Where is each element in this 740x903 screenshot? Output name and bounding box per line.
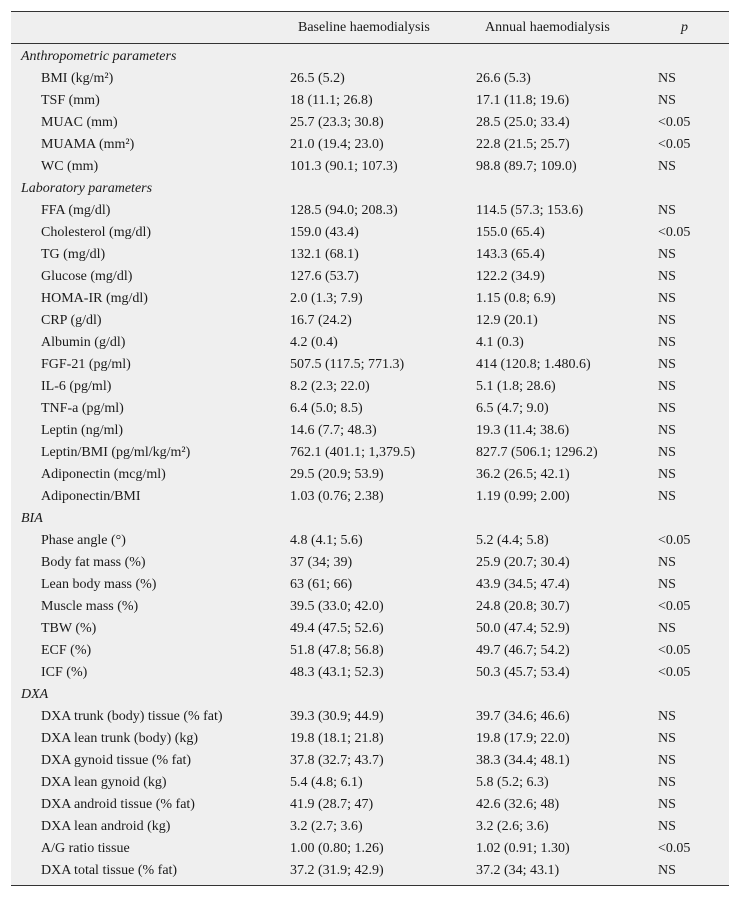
- p-value: NS: [658, 753, 676, 768]
- p-value: NS: [658, 621, 676, 636]
- row-label: FFA (mg/dl): [41, 203, 111, 218]
- annual-value: 827.7 (506.1; 1296.2): [476, 445, 598, 460]
- p-value: <0.05: [658, 137, 691, 152]
- baseline-value: 21.0 (19.4; 23.0): [290, 137, 384, 152]
- row-label: DXA lean gynoid (kg): [41, 775, 167, 790]
- table-row: [11, 376, 729, 398]
- table-row: [11, 156, 729, 178]
- p-value: NS: [658, 335, 676, 350]
- annual-value: 1.19 (0.99; 2.00): [476, 489, 570, 504]
- p-value: <0.05: [658, 533, 691, 548]
- annual-value: 43.9 (34.5; 47.4): [476, 577, 570, 592]
- table-row: [11, 134, 729, 156]
- baseline-value: 5.4 (4.8; 6.1): [290, 775, 363, 790]
- annual-value: 22.8 (21.5; 25.7): [476, 137, 570, 152]
- p-value: NS: [658, 709, 676, 724]
- annual-value: 19.3 (11.4; 38.6): [476, 423, 570, 438]
- section-title: BIA: [21, 511, 43, 526]
- table-row: [11, 354, 729, 376]
- table-row: [11, 288, 729, 310]
- baseline-value: 37.2 (31.9; 42.9): [290, 863, 384, 878]
- annual-value: 24.8 (20.8; 30.7): [476, 599, 570, 614]
- section-header: [11, 178, 729, 200]
- table-row: [11, 860, 729, 882]
- row-label: TBW (%): [41, 621, 97, 636]
- table-row: [11, 706, 729, 728]
- row-label: MUAMA (mm²): [41, 137, 135, 152]
- p-value: NS: [658, 819, 676, 834]
- annual-value: 19.8 (17.9; 22.0): [476, 731, 570, 746]
- table-row: [11, 574, 729, 596]
- annual-value: 42.6 (32.6; 48): [476, 797, 560, 812]
- annual-value: 26.6 (5.3): [476, 71, 531, 86]
- annual-value: 28.5 (25.0; 33.4): [476, 115, 570, 130]
- annual-value: 49.7 (46.7; 54.2): [476, 643, 570, 658]
- p-value: NS: [658, 775, 676, 790]
- row-label: ECF (%): [41, 643, 92, 658]
- p-value: <0.05: [658, 115, 691, 130]
- row-label: DXA lean android (kg): [41, 819, 171, 834]
- section-title: DXA: [21, 687, 49, 702]
- baseline-value: 101.3 (90.1; 107.3): [290, 159, 398, 174]
- annual-value: 39.7 (34.6; 46.6): [476, 709, 570, 724]
- p-value: NS: [658, 555, 676, 570]
- row-label: Body fat mass (%): [41, 555, 146, 570]
- baseline-value: 762.1 (401.1; 1,379.5): [290, 445, 416, 460]
- table-row: [11, 794, 729, 816]
- p-value: NS: [658, 71, 676, 86]
- baseline-value: 63 (61; 66): [290, 577, 353, 592]
- p-value: NS: [658, 731, 676, 746]
- annual-value: 5.1 (1.8; 28.6): [476, 379, 556, 394]
- baseline-value: 8.2 (2.3; 22.0): [290, 379, 370, 394]
- baseline-value: 159.0 (43.4): [290, 225, 359, 240]
- annual-value: 414 (120.8; 1.480.6): [476, 357, 591, 372]
- baseline-value: 19.8 (18.1; 21.8): [290, 731, 384, 746]
- annual-value: 5.8 (5.2; 6.3): [476, 775, 549, 790]
- row-label: DXA total tissue (% fat): [41, 863, 178, 878]
- annual-value: 5.2 (4.4; 5.8): [476, 533, 549, 548]
- p-value: <0.05: [658, 643, 691, 658]
- annual-value: 12.9 (20.1): [476, 313, 538, 328]
- row-label: DXA lean trunk (body) (kg): [41, 731, 199, 746]
- baseline-value: 4.2 (0.4): [290, 335, 338, 350]
- annual-value: 6.5 (4.7; 9.0): [476, 401, 549, 416]
- table-row: [11, 90, 729, 112]
- p-value: NS: [658, 269, 676, 284]
- p-value: NS: [658, 247, 676, 262]
- table-row: [11, 222, 729, 244]
- table-row: [11, 200, 729, 222]
- table-row: [11, 244, 729, 266]
- table-row: [11, 662, 729, 684]
- row-label: Lean body mass (%): [41, 577, 157, 592]
- row-label: TSF (mm): [41, 93, 100, 108]
- section-title: Anthropometric parameters: [21, 49, 177, 64]
- p-value: NS: [658, 203, 676, 218]
- p-value: NS: [658, 379, 676, 394]
- row-label: HOMA-IR (mg/dl): [41, 291, 148, 306]
- table-header: [11, 12, 729, 44]
- annual-value: 3.2 (2.6; 3.6): [476, 819, 549, 834]
- row-label: Leptin (ng/ml): [41, 423, 124, 438]
- baseline-value: 3.2 (2.7; 3.6): [290, 819, 363, 834]
- p-value: NS: [658, 577, 676, 592]
- row-label: DXA android tissue (% fat): [41, 797, 195, 812]
- p-value: NS: [658, 797, 676, 812]
- baseline-value: 51.8 (47.8; 56.8): [290, 643, 384, 658]
- baseline-value: 16.7 (24.2): [290, 313, 352, 328]
- annual-value: 50.3 (45.7; 53.4): [476, 665, 570, 680]
- row-label: IL-6 (pg/ml): [41, 379, 112, 394]
- baseline-value: 14.6 (7.7; 48.3): [290, 423, 377, 438]
- row-label: FGF-21 (pg/ml): [41, 357, 131, 372]
- row-label: A/G ratio tissue: [41, 841, 130, 856]
- p-value: NS: [658, 357, 676, 372]
- row-label: TNF-a (pg/ml): [41, 401, 124, 416]
- row-label: Muscle mass (%): [41, 599, 139, 614]
- p-value: NS: [658, 313, 676, 328]
- table-row: [11, 310, 729, 332]
- table-row: [11, 442, 729, 464]
- table-row: [11, 596, 729, 618]
- baseline-value: 18 (11.1; 26.8): [290, 93, 373, 108]
- baseline-value: 128.5 (94.0; 208.3): [290, 203, 398, 218]
- baseline-value: 6.4 (5.0; 8.5): [290, 401, 363, 416]
- table-row: [11, 728, 729, 750]
- annual-value: 122.2 (34.9): [476, 269, 545, 284]
- annual-value: 98.8 (89.7; 109.0): [476, 159, 577, 174]
- baseline-value: 2.0 (1.3; 7.9): [290, 291, 363, 306]
- baseline-value: 1.03 (0.76; 2.38): [290, 489, 384, 504]
- table-row: [11, 398, 729, 420]
- row-label: Albumin (g/dl): [41, 335, 126, 350]
- annual-value: 38.3 (34.4; 48.1): [476, 753, 570, 768]
- p-value: <0.05: [658, 599, 691, 614]
- annual-value: 143.3 (65.4): [476, 247, 545, 262]
- table-row: [11, 332, 729, 354]
- baseline-value: 132.1 (68.1): [290, 247, 359, 262]
- section-header: [11, 46, 729, 68]
- table-row: [11, 464, 729, 486]
- baseline-value: 29.5 (20.9; 53.9): [290, 467, 384, 482]
- table-row: [11, 420, 729, 442]
- baseline-value: 48.3 (43.1; 52.3): [290, 665, 384, 680]
- header-annual: Annual haemodialysis: [485, 20, 610, 35]
- row-label: Adiponectin (mcg/ml): [41, 467, 166, 482]
- row-label: Leptin/BMI (pg/ml/kg/m²): [41, 445, 191, 460]
- table-row: [11, 838, 729, 860]
- table-row: [11, 772, 729, 794]
- annual-value: 1.02 (0.91; 1.30): [476, 841, 570, 856]
- row-label: DXA gynoid tissue (% fat): [41, 753, 192, 768]
- section-title: Laboratory parameters: [21, 181, 153, 196]
- table-row: [11, 816, 729, 838]
- table-row: [11, 552, 729, 574]
- table-row: [11, 486, 729, 508]
- row-label: Cholesterol (mg/dl): [41, 225, 152, 240]
- annual-value: 50.0 (47.4; 52.9): [476, 621, 570, 636]
- table-row: [11, 112, 729, 134]
- p-value: <0.05: [658, 225, 691, 240]
- p-value: <0.05: [658, 841, 691, 856]
- baseline-value: 4.8 (4.1; 5.6): [290, 533, 363, 548]
- row-label: Phase angle (°): [41, 533, 126, 548]
- row-label: CRP (g/dl): [41, 313, 102, 328]
- row-label: Glucose (mg/dl): [41, 269, 133, 284]
- row-label: WC (mm): [41, 159, 99, 174]
- p-value: NS: [658, 401, 676, 416]
- table-row: [11, 68, 729, 90]
- annual-value: 114.5 (57.3; 153.6): [476, 203, 584, 218]
- p-value: NS: [658, 467, 676, 482]
- baseline-value: 37.8 (32.7; 43.7): [290, 753, 384, 768]
- table-body: [11, 46, 729, 882]
- baseline-value: 49.4 (47.5; 52.6): [290, 621, 384, 636]
- baseline-value: 41.9 (28.7; 47): [290, 797, 374, 812]
- p-value: NS: [658, 863, 676, 878]
- p-value: NS: [658, 93, 676, 108]
- table-row: [11, 530, 729, 552]
- annual-value: 37.2 (34; 43.1): [476, 863, 560, 878]
- row-label: TG (mg/dl): [41, 247, 106, 262]
- header-baseline: Baseline haemodialysis: [298, 20, 430, 35]
- baseline-value: 26.5 (5.2): [290, 71, 345, 86]
- p-value: NS: [658, 159, 676, 174]
- p-value: NS: [658, 291, 676, 306]
- annual-value: 17.1 (11.8; 19.6): [476, 93, 570, 108]
- row-label: BMI (kg/m²): [41, 71, 114, 86]
- baseline-value: 39.3 (30.9; 44.9): [290, 709, 384, 724]
- table-row: [11, 640, 729, 662]
- annual-value: 25.9 (20.7; 30.4): [476, 555, 570, 570]
- row-label: MUAC (mm): [41, 115, 118, 130]
- annual-value: 4.1 (0.3): [476, 335, 524, 350]
- section-header: [11, 684, 729, 706]
- table-row: [11, 266, 729, 288]
- header-p-value: p: [681, 20, 688, 35]
- row-label: Adiponectin/BMI: [41, 489, 141, 504]
- table-row: [11, 750, 729, 772]
- table-row: [11, 618, 729, 640]
- annual-value: 155.0 (65.4): [476, 225, 545, 240]
- table-bottom-padding: [11, 882, 729, 885]
- baseline-value: 1.00 (0.80; 1.26): [290, 841, 384, 856]
- p-value: NS: [658, 489, 676, 504]
- baseline-value: 25.7 (23.3; 30.8): [290, 115, 384, 130]
- baseline-value: 37 (34; 39): [290, 555, 353, 570]
- row-label: DXA trunk (body) tissue (% fat): [41, 709, 223, 724]
- annual-value: 1.15 (0.8; 6.9): [476, 291, 556, 306]
- results-table: [11, 11, 729, 886]
- annual-value: 36.2 (26.5; 42.1): [476, 467, 570, 482]
- p-value: NS: [658, 423, 676, 438]
- section-header: [11, 508, 729, 530]
- p-value: NS: [658, 445, 676, 460]
- row-label: ICF (%): [41, 665, 88, 680]
- baseline-value: 507.5 (117.5; 771.3): [290, 357, 405, 372]
- baseline-value: 39.5 (33.0; 42.0): [290, 599, 384, 614]
- p-value: <0.05: [658, 665, 691, 680]
- baseline-value: 127.6 (53.7): [290, 269, 359, 284]
